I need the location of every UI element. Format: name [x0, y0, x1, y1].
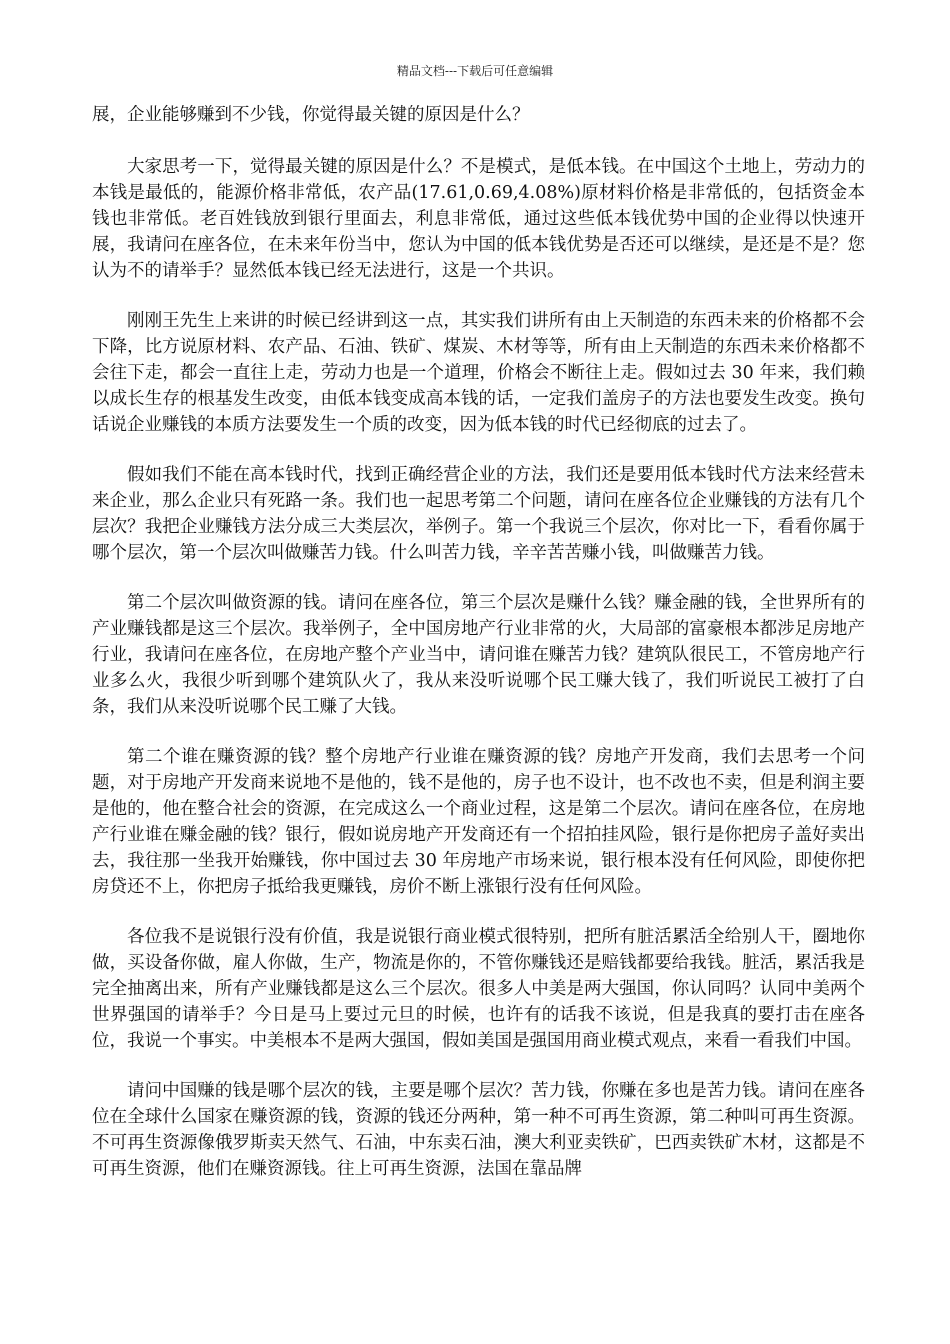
paragraph: 第二个谁在赚资源的钱？整个房地产行业谁在赚资源的钱？房地产开发商，我们去思考一个问题，对于房地产开发商来说地不是他的，钱不是他的，房子也不设计，也不改也不卖，但是利润主要是他的，他在整合社会的资源，在完成这么一个商业过程，这是第二个层次。请问在座各位，在房地产行业谁在赚金融的钱？银行，假如说房地产开发商还有一个招拍挂风险，银行是你把房子盖好卖出去，我往那一坐我开始赚钱，你中国过去 30 年房地产市场来说，银行根本没有任何风险，即使你把房贷还不上，你把房子抵给我更赚钱，房价不断上涨银行没有任何风险。 [92, 747, 865, 897]
paragraph: 第二个层次叫做资源的钱。请问在座各位，第三个层次是赚什么钱？赚金融的钱，全世界所有的产业赚钱都是这三个层次。我举例子，全中国房地产行业非常的火，大局部的富豪根本都涉足房地产行业，我请问在座各位，在房地产整个产业当中，请问谁在赚苦力钱？建筑队很民工，不管房地产行业多么火，我很少听到哪个建筑队火了，我从来没听说哪个民工赚大钱了，我们听说民工被打了白条，我们从来没听说哪个民工赚了大钱。 [92, 593, 865, 717]
paragraph: 刚刚王先生上来讲的时候已经讲到这一点，其实我们讲所有由上天制造的东西未来的价格都不会下降，比方说原材料、农产品、石油、铁矿、煤炭、木材等等，所有由上天制造的东西未来价格都不会往下走，都会一直往上走，劳动力也是一个道理，价格会不断往上走。假如过去 30 年来，我们赖以成长生存的根基发生改变，由低本钱变成高本钱的话，一定我们盖房子的方法也要发生改变。换句话说企业赚钱的本质方法要发生一个质的改变，因为低本钱的时代已经彻底的过去了。 [92, 311, 865, 435]
page-header: 精品文档---下载后可任意编辑 [396, 64, 554, 78]
paragraph: 假如我们不能在高本钱时代，找到正确经营企业的方法，我们还是要用低本钱时代方法来经营未来企业，那么企业只有死路一条。我们也一起思考第二个问题，请问在座各位企业赚钱的方法有几个层次？我把企业赚钱方法分成三大类层次，举例子。第一个我说三个层次，你对比一下，看看你属于哪个层次，第一个层次叫做赚苦力钱。什么叫苦力钱，辛辛苦苦赚小钱，叫做赚苦力钱。 [92, 465, 865, 563]
paragraph: 请问中国赚的钱是哪个层次的钱，主要是哪个层次？苦力钱，你赚在多也是苦力钱。请问在座各位在全球什么国家在赚资源的钱，资源的钱还分两种，第一种不可再生资源，第二种叫可再生资源。不可再生资源像俄罗斯卖天然气、石油，中东卖石油，澳大利亚卖铁矿，巴西卖铁矿木材，这都是不可再生资源，他们在赚资源钱。往上可再生资源，法国在靠品牌 [92, 1081, 865, 1179]
paragraph: 各位我不是说银行没有价值，我是说银行商业模式很特别，把所有脏活累活全给别人干，圈地你做，买设备你做，雇人你做，生产，物流是你的，不管你赚钱还是赔钱都要给我钱。脏活，累活我是完全抽离出来，所有产业赚钱都是这么三个层次。很多人中美是两大强国，你认同吗？认同中美两个世界强国的请举手？今日是马上要过元旦的时候，也许有的话我不该说，但是我真的要打击在座各位，我说一个事实。中美根本不是两大强国，假如美国是强国用商业模式观点，来看一看我们中国。 [92, 927, 865, 1051]
paragraph: 大家思考一下，觉得最关键的原因是什么？不是模式，是低本钱。在中国这个土地上，劳动力的本钱是最低的，能源价格非常低，农产品(17.61,0.69,4.08%)原材料价格是非常低的，包括资金本钱也非常低。老百姓钱放到银行里面去，利息非常低，通过这些低本钱优势中国的企业得以快速开展，我请问在座各位，在未来年份当中，您认为中国的低本钱优势是否还可以继续，是还是不是？您认为不的请举手？显然低本钱已经无法进行，这是一个共识。 [92, 157, 865, 281]
paragraph-continuation: 展，企业能够赚到不少钱，你觉得最关键的原因是什么？ [92, 105, 530, 125]
document-body [92, 102, 865, 1206]
